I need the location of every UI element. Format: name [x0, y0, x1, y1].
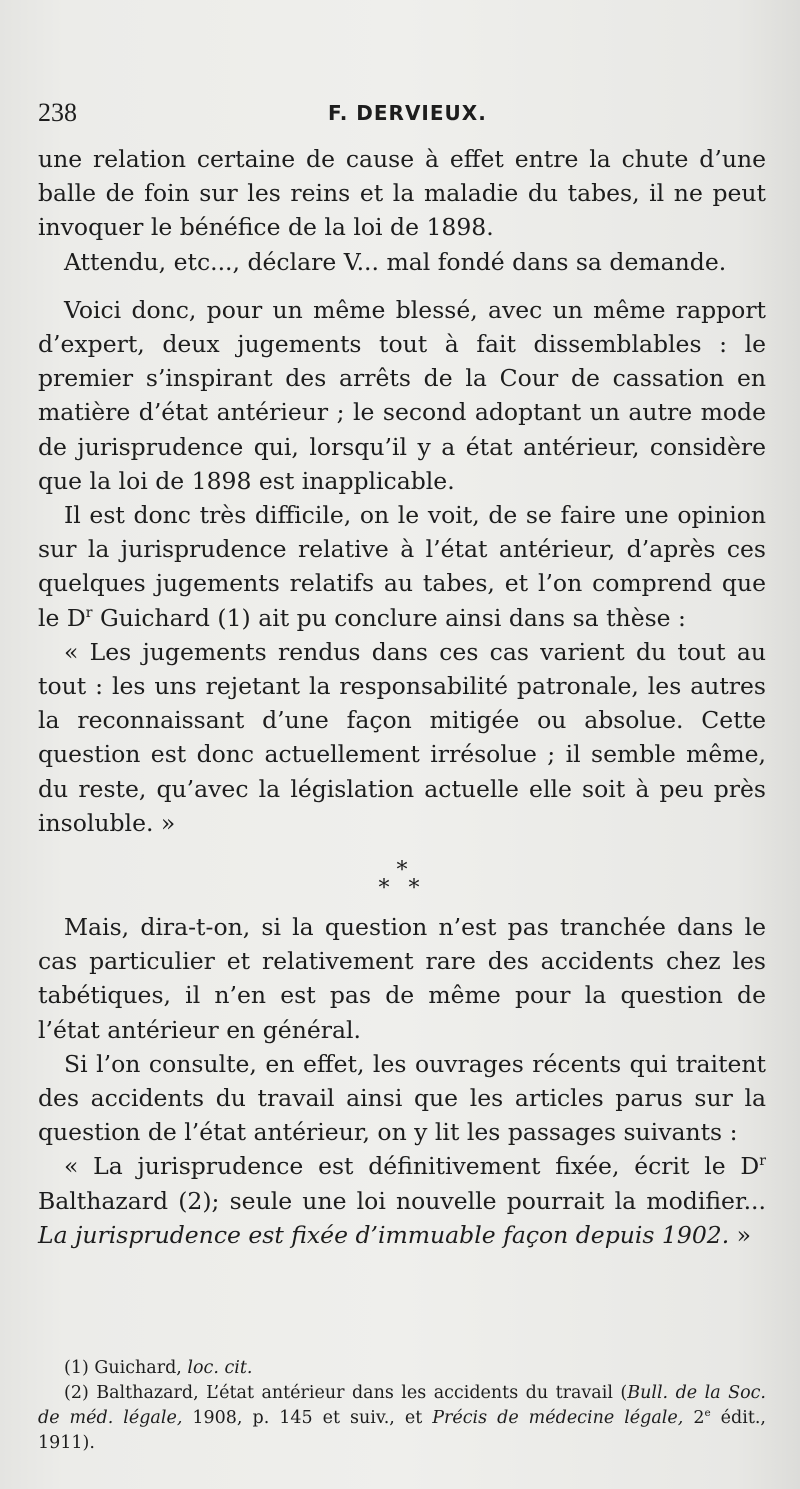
paragraph-difficile-text: Il est donc très difficile, on le voit, de se faire une opinion sur la jurisprudence relative à l’état antérieur, d’après ces quelques jugements relatifs au tabes, et l’on comprend que le D	[38, 501, 766, 632]
footnote-2-text-4: édit., 1911).	[38, 1408, 766, 1453]
footnote-2	[38, 1381, 766, 1456]
paragraph-mais: Mais, dira-t-on, si la question n’est pas tranchée dans le cas particulier et relativement rare des accidents chez les tabétiques, il n’en est pas de même pour la question de l’état antérieur en général.	[38, 913, 766, 1044]
paragraph-voici-donc: Voici donc, pour un même blessé, avec un même rapport d’expert, deux jugements tout à fait dissemblables : le premier s’inspirant des arrêts de la Cour de cassation en matière d’état antérieur ; le second adoptant un autre mode de jurisprudence qui, lorsqu’il y a état antérieur, considère que la loi de 1898 est inapplicable.	[38, 295, 766, 495]
footnote-2-text: (2) Balthazard, L’état antérieur dans les accidents du travail (	[64, 1383, 628, 1403]
quote-balthazard-text-2: Balthazard (2); seule une loi nouvelle pourrait la modifier...	[38, 1186, 766, 1215]
quote-balthazard	[38, 1149, 766, 1252]
page-header	[38, 98, 768, 132]
quote-balthazard-italic: La jurisprudence est fixée d’immuable façon depuis 1902.	[38, 1220, 730, 1249]
page-number: 238	[38, 98, 77, 127]
footnote-2-text-2: 1908, p. 145 et suiv., et	[182, 1408, 433, 1428]
superscript-r: r	[85, 604, 93, 621]
footnote-2-italic-bull: Bull. de la Soc. de méd. légale,	[38, 1383, 766, 1428]
paragraph-difficile-text-end: Guichard (1) ait pu conclure ainsi dans sa thèse :	[92, 603, 686, 632]
quote-guichard: « Les jugements rendus dans ces cas varient du tout au tout : les uns rejetant la responsabilité patronale, les autres la reconnaissant d’une façon mitigée ou absolue. Cette question est donc actuellement irrésolue ; il semble même, du reste, qu’avec la législation actuelle elle soit à peu près insoluble. »	[38, 637, 766, 837]
paragraph-difficile	[38, 498, 766, 635]
paragraph-continuation: une relation certaine de cause à effet entre la chute d’une balle de foin sur les reins et la maladie du tabes, il ne peut invoquer le bénéfice de la loi de 1898.	[38, 145, 766, 242]
footnote-2-italic-precis: Précis de médecine légale,	[432, 1408, 684, 1428]
paragraph-consulte: Si l’on consulte, en effet, les ouvrages récents qui traitent des accidents du travail ainsi que les articles parus sur la question de l’état antérieur, on y lit les passages suivants :	[38, 1049, 766, 1147]
separator-stars-bottom: * *	[378, 876, 426, 902]
footnotes	[38, 1356, 766, 1456]
footnote-2-text-3: 2	[683, 1408, 705, 1428]
quote-balthazard-close: »	[729, 1220, 752, 1249]
superscript-e: e	[704, 1407, 711, 1420]
footnote-1	[38, 1356, 766, 1381]
section-separator	[38, 858, 766, 902]
footnote-1-italic: loc. cit.	[187, 1358, 253, 1378]
body-text	[38, 142, 766, 1252]
separator-star-top: *	[396, 858, 408, 884]
footnote-1-text: (1) Guichard,	[64, 1358, 188, 1378]
running-head: F. DERVIEUX.	[328, 101, 487, 125]
quote-balthazard-text: « La jurisprudence est définitivement fixée, écrit le D	[64, 1152, 760, 1181]
paragraph-attendu: Attendu, etc..., déclare V... mal fondé dans sa demande.	[64, 247, 727, 276]
superscript-r: r	[759, 1153, 766, 1170]
